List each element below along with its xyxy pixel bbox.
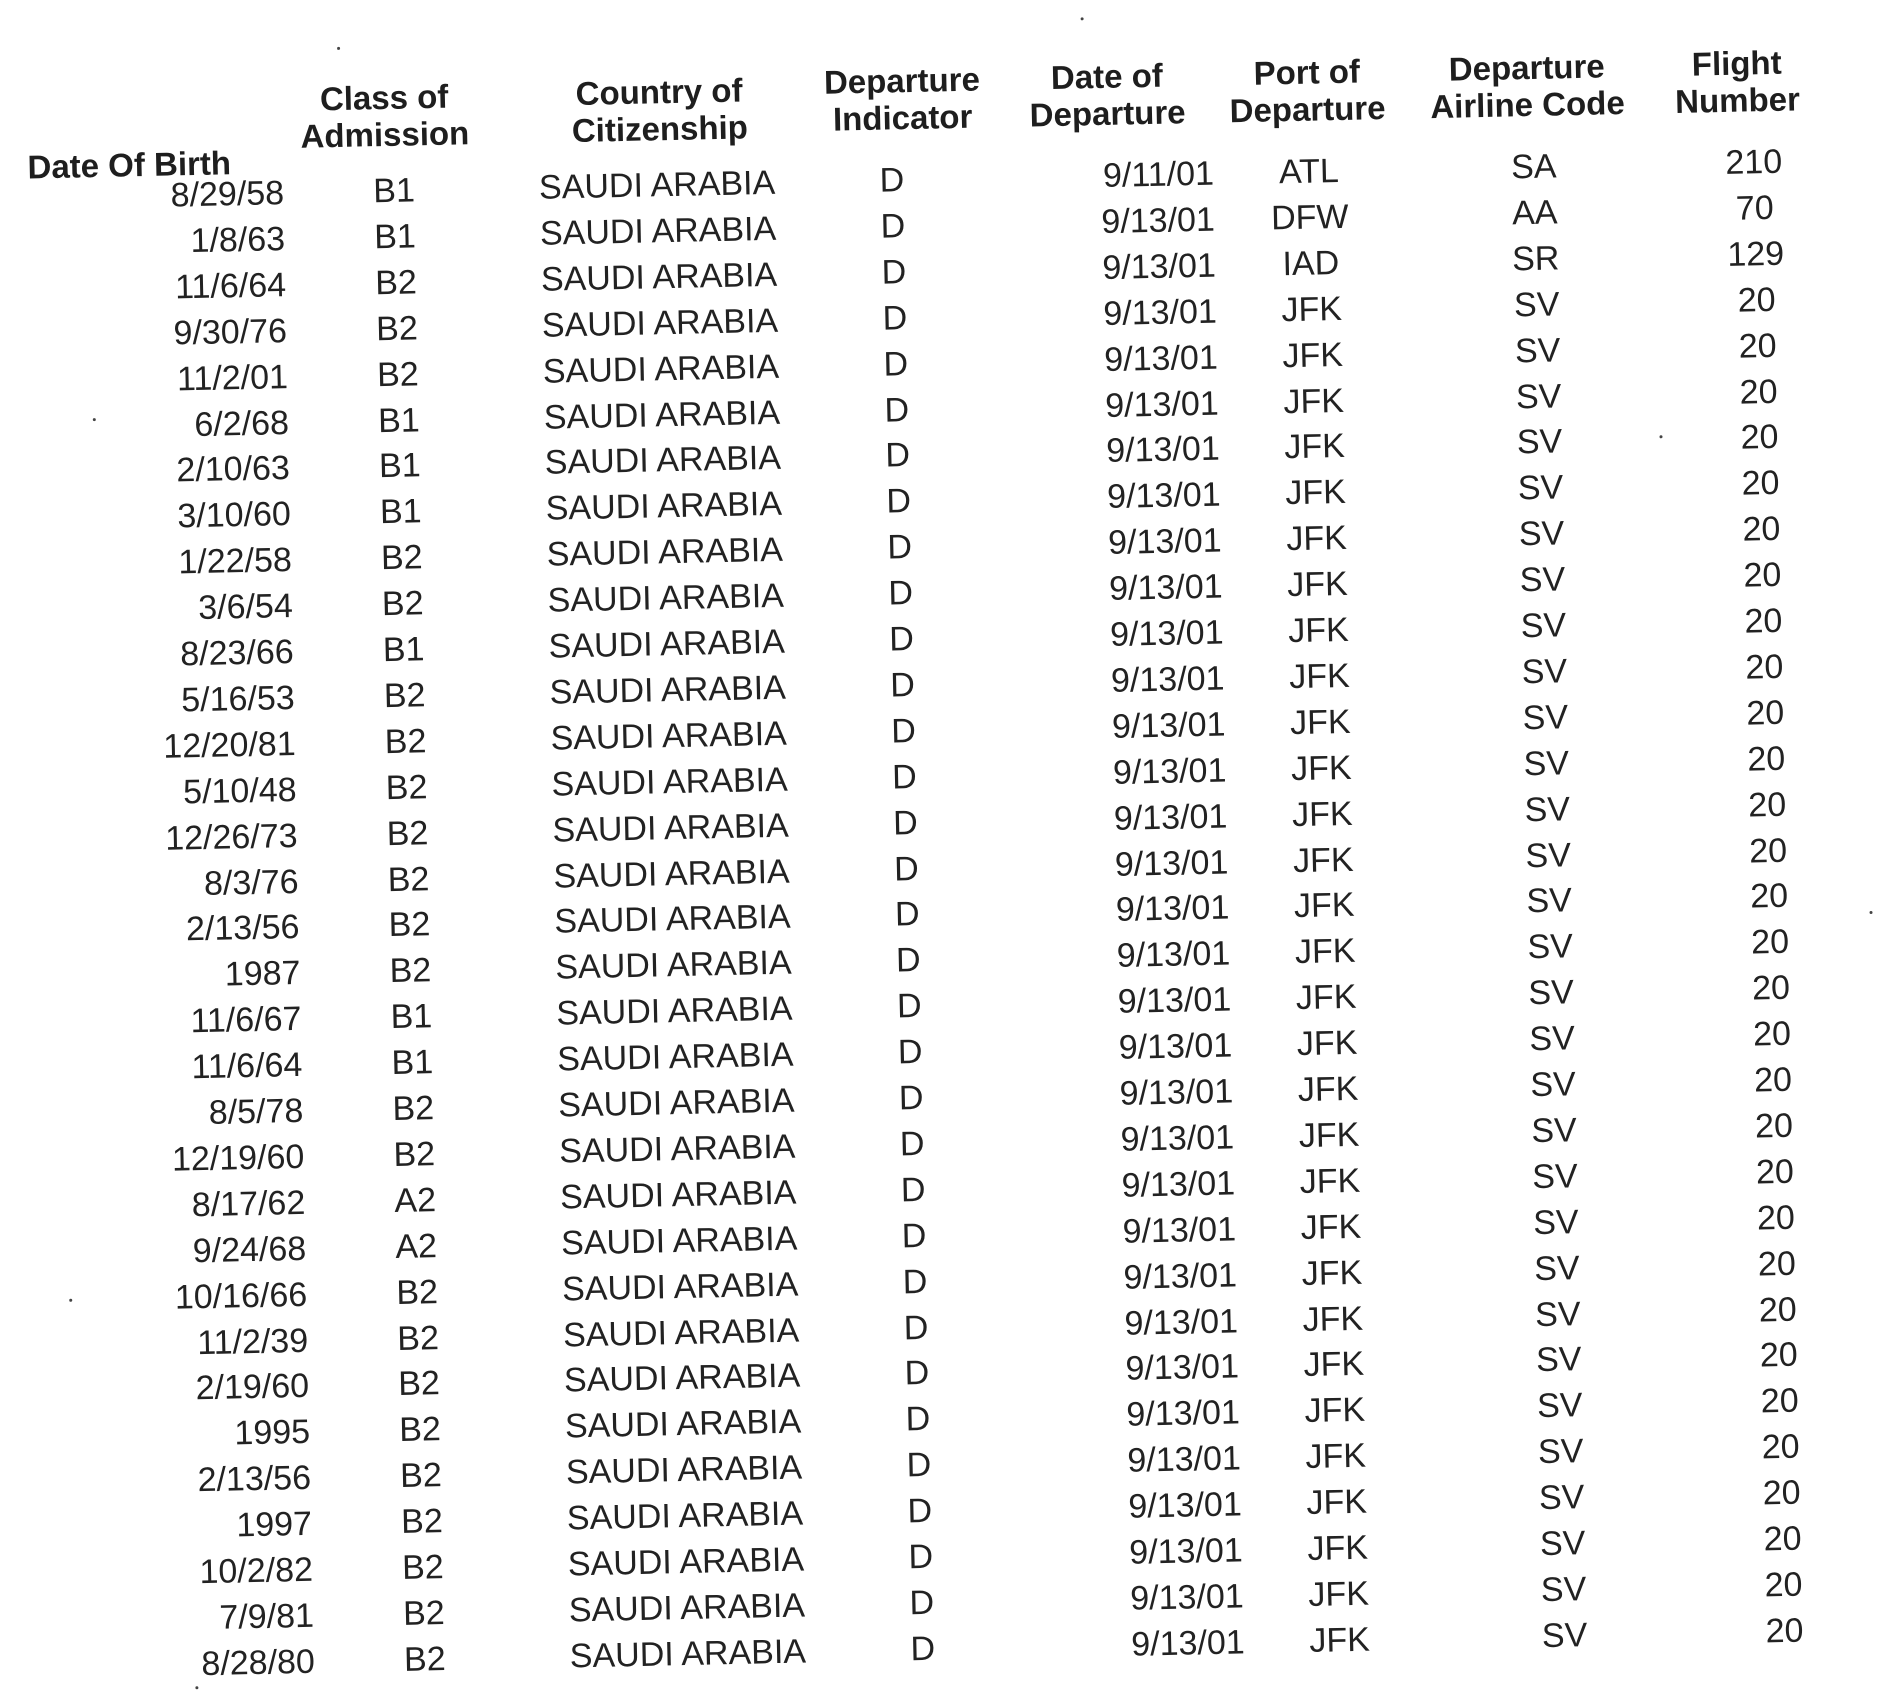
cell-airline-code: SV: [1541, 1615, 1588, 1655]
cell-departure-indicator: D: [901, 1216, 927, 1256]
cell-class-of-admission: B2: [375, 309, 419, 348]
cell-country: SAUDI ARABIA: [556, 1035, 794, 1079]
cell-date-of-birth: 2/13/56: [185, 908, 300, 949]
cell-airline-code: SV: [1514, 330, 1561, 370]
cell-port-of-departure: JFK: [1291, 794, 1353, 834]
cell-date-of-departure: 9/13/01: [1104, 384, 1220, 425]
cell-class-of-admission: B2: [376, 354, 420, 394]
cell-departure-indicator: D: [897, 1033, 923, 1072]
cell-class-of-admission: B2: [393, 1135, 436, 1174]
cell-country: SAUDI ARABIA: [541, 301, 779, 345]
cell-country: SAUDI ARABIA: [564, 1402, 802, 1446]
cell-flight-number: 20: [1760, 1381, 1800, 1421]
cell-date-of-birth: 1/8/63: [190, 219, 286, 260]
cell-port-of-departure: JFK: [1304, 1391, 1366, 1431]
cell-class-of-admission: B2: [397, 1364, 441, 1404]
cell-airline-code: SV: [1513, 285, 1560, 325]
cell-date-of-birth: 2/13/56: [197, 1459, 312, 1500]
cell-departure-indicator: D: [902, 1262, 928, 1301]
cell-flight-number: 20: [1762, 1473, 1801, 1513]
cell-class-of-admission: B1: [391, 1043, 434, 1083]
scan-speck: [93, 418, 96, 421]
cell-flight-number: 20: [1756, 1198, 1796, 1238]
cell-flight-number: 20: [1759, 1336, 1799, 1375]
cell-date-of-birth: 1995: [234, 1413, 311, 1453]
cell-country: SAUDI ARABIA: [538, 163, 776, 207]
cell-country: SAUDI ARABIA: [567, 1540, 805, 1584]
cell-airline-code: SV: [1539, 1524, 1586, 1564]
cell-class-of-admission: B2: [402, 1593, 446, 1633]
cell-class-of-admission: B1: [372, 171, 416, 211]
cell-date-of-departure: 9/13/01: [1125, 1347, 1240, 1389]
header-port-line1: Port of: [1253, 52, 1361, 92]
cell-departure-indicator: D: [908, 1537, 934, 1577]
cell-date-of-departure: 9/13/01: [1124, 1301, 1239, 1343]
cell-airline-code: SV: [1534, 1294, 1581, 1334]
cell-date-of-departure: 9/13/01: [1119, 1072, 1234, 1113]
cell-class-of-admission: B2: [388, 905, 431, 945]
cell-class-of-admission: B1: [378, 446, 422, 486]
cell-flight-number: 20: [1761, 1427, 1800, 1467]
header-date-of-departure: [1011, 57, 1203, 135]
cell-port-of-departure: JFK: [1288, 656, 1351, 697]
cell-port-of-departure: JFK: [1309, 1620, 1371, 1660]
cell-date-of-departure: 9/11/01: [1102, 154, 1215, 195]
cell-departure-indicator: D: [904, 1354, 930, 1393]
cell-airline-code: SV: [1540, 1570, 1587, 1609]
cell-date-of-departure: 9/13/01: [1103, 338, 1219, 379]
cell-class-of-admission: B1: [382, 630, 425, 670]
header-dob-text: Date Of Birth: [27, 144, 232, 186]
header-airline-line1: Departure: [1448, 47, 1606, 88]
cell-flight-number: 20: [1749, 877, 1789, 916]
cell-class-of-admission: A2: [395, 1226, 438, 1266]
cell-flight-number: 20: [1746, 739, 1786, 779]
cell-departure-indicator: D: [903, 1308, 929, 1347]
cell-port-of-departure: JFK: [1292, 840, 1354, 880]
cell-class-of-admission: B2: [403, 1639, 447, 1679]
cell-country: SAUDI ARABIA: [559, 1173, 797, 1217]
cell-date-of-birth: 1997: [235, 1504, 313, 1545]
cell-date-of-birth: 11/2/39: [196, 1321, 309, 1362]
cell-class-of-admission: B2: [401, 1548, 445, 1587]
header-date-line2: Departure: [1029, 93, 1186, 134]
cell-port-of-departure: JFK: [1286, 565, 1349, 605]
scan-speck: [1081, 17, 1084, 20]
cell-departure-indicator: D: [880, 206, 906, 246]
cell-date-of-departure: 9/13/01: [1116, 934, 1231, 976]
cell-country: SAUDI ARABIA: [547, 576, 785, 620]
cell-departure-indicator: D: [895, 941, 921, 980]
cell-airline-code: SV: [1537, 1432, 1584, 1472]
cell-country: SAUDI ARABIA: [558, 1127, 796, 1171]
cell-airline-code: SV: [1535, 1340, 1582, 1380]
cell-flight-number: 20: [1752, 1014, 1792, 1054]
cell-class-of-admission: B1: [390, 997, 433, 1037]
cell-country: SAUDI ARABIA: [560, 1219, 798, 1263]
cell-departure-indicator: D: [891, 757, 918, 797]
cell-departure-indicator: D: [881, 252, 907, 292]
header-class-of-admission: [284, 78, 486, 156]
cell-departure-indicator: D: [889, 665, 916, 705]
header-class-line2: Admission: [300, 114, 470, 155]
cell-date-of-departure: 9/13/01: [1122, 1210, 1237, 1251]
cell-date-of-birth: 11/2/01: [176, 357, 289, 398]
cell-date-of-birth: 5/10/48: [182, 770, 298, 812]
cell-port-of-departure: JFK: [1295, 978, 1357, 1018]
cell-departure-indicator: D: [879, 161, 905, 200]
cell-flight-number: 20: [1737, 280, 1776, 320]
cell-airline-code: SV: [1533, 1248, 1580, 1288]
header-indicator-line1: Departure: [823, 60, 981, 101]
cell-date-of-departure: 9/13/01: [1113, 797, 1228, 838]
cell-class-of-admission: B2: [385, 767, 428, 807]
cell-date-of-departure: 9/13/01: [1115, 888, 1230, 930]
cell-country: SAUDI ARABIA: [562, 1311, 800, 1354]
cell-port-of-departure: JFK: [1297, 1069, 1359, 1110]
cell-date-of-departure: 9/13/01: [1105, 429, 1221, 471]
cell-date-of-departure: 9/13/01: [1101, 200, 1216, 241]
cell-airline-code: SA: [1510, 147, 1557, 187]
cell-date-of-birth: 11/6/67: [190, 1000, 302, 1041]
header-date-line1: Date of: [1050, 56, 1164, 97]
cell-date-of-birth: 8/17/62: [191, 1183, 306, 1225]
cell-country: SAUDI ARABIA: [555, 989, 793, 1033]
cell-class-of-admission: B2: [384, 722, 427, 761]
cell-country: SAUDI ARABIA: [540, 255, 778, 299]
cell-class-of-admission: B2: [374, 263, 418, 302]
cell-country: SAUDI ARABIA: [569, 1632, 807, 1676]
cell-departure-indicator: D: [910, 1629, 936, 1669]
cell-country: SAUDI ARABIA: [565, 1448, 803, 1492]
scan-speck: [1659, 435, 1662, 438]
cell-date-of-departure: 9/13/01: [1102, 292, 1218, 333]
cell-airline-code: SV: [1529, 1065, 1577, 1105]
cell-departure-indicator: D: [887, 574, 914, 613]
cell-class-of-admission: B2: [389, 951, 432, 991]
cell-flight-number: 20: [1765, 1611, 1804, 1651]
cell-date-of-departure: 9/13/01: [1118, 1026, 1233, 1067]
cell-date-of-departure: 9/13/01: [1114, 842, 1229, 884]
cell-departure-indicator: D: [898, 1078, 924, 1118]
cell-departure-indicator: D: [882, 298, 908, 338]
header-country-line1: Country of: [575, 71, 743, 112]
scan-speck: [1869, 911, 1872, 914]
header-country-of-citizenship: [544, 72, 775, 151]
cell-class-of-admission: B1: [377, 400, 421, 440]
cell-date-of-birth: 3/6/54: [197, 587, 294, 628]
cell-date-of-departure: 9/13/01: [1112, 751, 1227, 792]
cell-airline-code: SV: [1516, 422, 1563, 462]
header-flight-line1: Flight: [1691, 43, 1782, 83]
cell-airline-code: SV: [1525, 835, 1572, 875]
cell-date-of-birth: 8/3/76: [203, 862, 299, 903]
cell-date-of-departure: 9/13/01: [1121, 1164, 1236, 1205]
cell-port-of-departure: JFK: [1302, 1299, 1364, 1339]
cell-flight-number: 20: [1753, 1060, 1793, 1100]
header-flight-line2: Number: [1674, 80, 1801, 120]
cell-flight-number: 20: [1750, 923, 1790, 962]
cell-airline-code: AA: [1511, 193, 1558, 233]
cell-country: SAUDI ARABIA: [539, 209, 777, 253]
cell-port-of-departure: JFK: [1307, 1528, 1369, 1568]
cell-flight-number: 20: [1739, 372, 1778, 412]
cell-departure-indicator: D: [886, 482, 912, 521]
cell-date-of-birth: 2/19/60: [195, 1367, 310, 1408]
cell-date-of-departure: 9/13/01: [1129, 1577, 1245, 1618]
cell-airline-code: SV: [1515, 376, 1562, 416]
cell-port-of-departure: JFK: [1282, 335, 1344, 375]
cell-date-of-birth: 12/20/81: [162, 724, 297, 766]
cell-port-of-departure: JFK: [1300, 1207, 1362, 1247]
cell-port-of-departure: JFK: [1294, 932, 1356, 972]
cell-flight-number: 20: [1754, 1106, 1794, 1146]
cell-date-of-birth: 12/26/73: [164, 816, 298, 858]
cell-port-of-departure: JFK: [1293, 886, 1355, 926]
header-class-line1: Class of: [319, 77, 449, 118]
cell-port-of-departure: JFK: [1306, 1482, 1368, 1523]
cell-flight-number: 70: [1735, 188, 1775, 228]
cell-class-of-admission: B2: [399, 1456, 443, 1496]
cell-country: SAUDI ARABIA: [548, 622, 786, 666]
cell-date-of-birth: 8/29/58: [170, 174, 285, 215]
cell-class-of-admission: A2: [394, 1180, 437, 1220]
cell-date-of-birth: 10/2/82: [199, 1550, 314, 1592]
cell-flight-number: 20: [1744, 601, 1783, 641]
cell-port-of-departure: JFK: [1283, 381, 1345, 421]
scan-speck: [195, 1686, 198, 1689]
header-port-line2: Departure: [1229, 88, 1386, 130]
cell-flight-number: 20: [1764, 1565, 1803, 1605]
cell-date-of-birth: 8/23/66: [179, 632, 295, 674]
cell-port-of-departure: JFK: [1285, 519, 1348, 559]
cell-departure-indicator: D: [906, 1446, 932, 1485]
cell-departure-indicator: D: [892, 803, 919, 843]
cell-country: SAUDI ARABIA: [550, 714, 788, 758]
cell-date-of-departure: 9/13/01: [1117, 980, 1232, 1021]
cell-date-of-departure: 9/13/01: [1127, 1485, 1243, 1526]
cell-date-of-birth: 9/30/76: [173, 311, 288, 353]
cell-date-of-birth: 10/16/66: [174, 1275, 308, 1317]
cell-class-of-admission: B2: [400, 1502, 444, 1542]
cell-date-of-birth: 9/24/68: [192, 1229, 307, 1270]
cell-port-of-departure: JFK: [1281, 289, 1343, 329]
cell-date-of-departure: 9/13/01: [1106, 475, 1222, 517]
cell-date-of-birth: 7/9/81: [218, 1596, 315, 1637]
cell-airline-code: SV: [1519, 560, 1566, 600]
cell-class-of-admission: B1: [379, 492, 423, 532]
cell-date-of-birth: 11/6/64: [174, 265, 287, 307]
scan-speck: [337, 47, 340, 50]
cell-country: SAUDI ARABIA: [554, 898, 791, 941]
cell-port-of-departure: IAD: [1282, 243, 1340, 283]
cell-flight-number: 20: [1740, 418, 1779, 458]
cell-date-of-birth: 5/16/53: [180, 678, 296, 720]
cell-country: SAUDI ARABIA: [544, 439, 782, 483]
cell-airline-code: SV: [1521, 652, 1568, 692]
cell-country: SAUDI ARABIA: [549, 668, 787, 712]
cell-airline-code: SV: [1536, 1386, 1583, 1426]
cell-airline-code: SV: [1530, 1111, 1578, 1151]
cell-date-of-departure: 9/13/01: [1123, 1255, 1238, 1297]
cell-date-of-birth: 1/22/58: [177, 541, 293, 582]
cell-country: SAUDI ARABIA: [545, 485, 783, 528]
cell-airline-code: SV: [1527, 927, 1574, 967]
cell-departure-indicator: D: [888, 620, 915, 659]
cell-country: SAUDI ARABIA: [568, 1586, 806, 1630]
cell-date-of-departure: 9/13/01: [1130, 1623, 1246, 1664]
cell-class-of-admission: B2: [398, 1410, 442, 1450]
cell-flight-number: 20: [1742, 510, 1781, 549]
cell-date-of-birth: 6/2/68: [194, 403, 290, 444]
cell-airline-code: SV: [1538, 1478, 1585, 1518]
cell-departure-indicator: D: [890, 711, 917, 751]
cell-port-of-departure: JFK: [1301, 1253, 1363, 1293]
cell-flight-number: 20: [1758, 1290, 1798, 1329]
cell-date-of-departure: 9/13/01: [1111, 705, 1226, 746]
cell-airline-code: SV: [1520, 606, 1567, 646]
cell-country: SAUDI ARABIA: [566, 1494, 804, 1538]
cell-airline-code: SV: [1522, 698, 1569, 738]
cell-flight-number: 20: [1747, 785, 1787, 825]
cell-airline-code: SV: [1532, 1202, 1580, 1242]
cell-country: SAUDI ARABIA: [553, 852, 791, 896]
cell-departure-indicator: D: [893, 849, 920, 888]
cell-airline-code: SV: [1531, 1157, 1579, 1196]
cell-date-of-departure: 9/13/01: [1101, 246, 1217, 287]
cell-departure-indicator: D: [883, 344, 909, 384]
cell-class-of-admission: B2: [381, 584, 424, 624]
cell-airline-code: SV: [1526, 881, 1573, 921]
cell-port-of-departure: JFK: [1289, 702, 1352, 742]
cell-country: SAUDI ARABIA: [552, 806, 790, 850]
cell-port-of-departure: JFK: [1298, 1115, 1360, 1155]
header-port-of-departure: [1216, 53, 1398, 131]
cell-departure-indicator: D: [907, 1491, 933, 1531]
cell-date-of-departure: 9/13/01: [1126, 1439, 1242, 1480]
cell-port-of-departure: JFK: [1287, 610, 1350, 651]
cell-country: SAUDI ARABIA: [551, 760, 789, 804]
header-indicator-line2: Indicator: [832, 97, 973, 138]
cell-country: SAUDI ARABIA: [557, 1081, 795, 1125]
header-departure-indicator: [802, 61, 1004, 139]
cell-port-of-departure: JFK: [1305, 1436, 1367, 1477]
cell-departure-indicator: D: [909, 1583, 935, 1623]
cell-airline-code: SR: [1511, 239, 1560, 279]
cell-date-of-departure: 9/13/01: [1109, 613, 1224, 654]
cell-port-of-departure: DFW: [1270, 197, 1349, 238]
scan-speck: [69, 1299, 72, 1302]
cell-flight-number: 20: [1746, 693, 1785, 733]
cell-date-of-birth: 1987: [224, 954, 301, 994]
cell-flight-number: 20: [1743, 555, 1782, 595]
header-airline-line2: Airline Code: [1429, 83, 1626, 126]
cell-flight-number: 20: [1745, 647, 1784, 687]
cell-country: SAUDI ARABIA: [563, 1356, 801, 1400]
cell-date-of-departure: 9/13/01: [1126, 1393, 1241, 1435]
cell-date-of-birth: 3/10/60: [177, 495, 292, 536]
cell-flight-number: 210: [1725, 142, 1783, 182]
cell-class-of-admission: B2: [380, 538, 423, 578]
cell-port-of-departure: JFK: [1303, 1345, 1365, 1385]
cell-date-of-birth: 11/6/64: [191, 1045, 303, 1087]
cell-departure-indicator: D: [886, 528, 913, 567]
cell-flight-number: 20: [1755, 1152, 1795, 1192]
cell-class-of-admission: B2: [387, 859, 430, 899]
cell-date-of-departure: 9/13/01: [1108, 567, 1223, 608]
cell-departure-indicator: D: [899, 1124, 925, 1164]
cell-airline-code: SV: [1524, 789, 1571, 829]
cell-departure-indicator: D: [896, 987, 922, 1026]
cell-flight-number: 20: [1763, 1519, 1802, 1559]
cell-port-of-departure: JFK: [1299, 1161, 1361, 1201]
cell-airline-code: SV: [1523, 744, 1570, 783]
cell-port-of-departure: JFK: [1290, 748, 1352, 788]
cell-class-of-admission: B2: [383, 676, 426, 716]
cell-port-of-departure: ATL: [1278, 152, 1340, 192]
cell-class-of-admission: B2: [386, 813, 429, 853]
cell-flight-number: 20: [1738, 326, 1777, 366]
cell-class-of-admission: B2: [396, 1318, 440, 1358]
cell-flight-number: 20: [1757, 1244, 1797, 1284]
cell-airline-code: SV: [1528, 973, 1575, 1013]
cell-flight-number: 20: [1748, 831, 1788, 871]
cell-date-of-birth: 8/28/80: [201, 1642, 316, 1683]
cell-flight-number: 129: [1726, 234, 1785, 274]
cell-port-of-departure: JFK: [1284, 427, 1346, 467]
cell-departure-indicator: D: [905, 1400, 931, 1439]
cell-class-of-admission: B1: [373, 217, 417, 257]
cell-country: SAUDI ARABIA: [546, 530, 784, 574]
cell-airline-code: SV: [1518, 514, 1565, 554]
cell-departure-indicator: D: [900, 1170, 926, 1210]
cell-date-of-birth: 8/5/78: [208, 1091, 304, 1132]
cell-class-of-admission: B2: [392, 1089, 435, 1129]
cell-port-of-departure: JFK: [1308, 1574, 1370, 1614]
cell-date-of-departure: 9/13/01: [1120, 1118, 1235, 1159]
cell-departure-indicator: D: [884, 390, 910, 430]
cell-port-of-departure: JFK: [1284, 473, 1347, 513]
cell-date-of-departure: 9/13/01: [1110, 659, 1225, 700]
cell-class-of-admission: B2: [395, 1272, 439, 1312]
cell-country: SAUDI ARABIA: [554, 943, 792, 987]
cell-flight-number: 20: [1751, 968, 1791, 1008]
cell-date-of-birth: 12/19/60: [171, 1137, 305, 1179]
cell-country: SAUDI ARABIA: [542, 347, 780, 391]
cell-date-of-departure: 9/13/01: [1128, 1531, 1244, 1572]
cell-port-of-departure: JFK: [1296, 1023, 1358, 1064]
cell-departure-indicator: D: [885, 436, 911, 475]
header-departure-airline-code: [1416, 48, 1637, 126]
cell-airline-code: SV: [1529, 1019, 1576, 1059]
header-country-line2: Citizenship: [571, 108, 749, 150]
cell-flight-number: 20: [1741, 464, 1780, 503]
cell-date-of-departure: 9/13/01: [1107, 521, 1222, 563]
cell-airline-code: SV: [1517, 468, 1564, 508]
cell-date-of-birth: 2/10/63: [176, 449, 291, 490]
cell-country: SAUDI ARABIA: [543, 393, 781, 437]
header-flight-number: [1656, 44, 1818, 121]
cell-departure-indicator: D: [894, 895, 921, 934]
cell-country: SAUDI ARABIA: [561, 1265, 799, 1309]
